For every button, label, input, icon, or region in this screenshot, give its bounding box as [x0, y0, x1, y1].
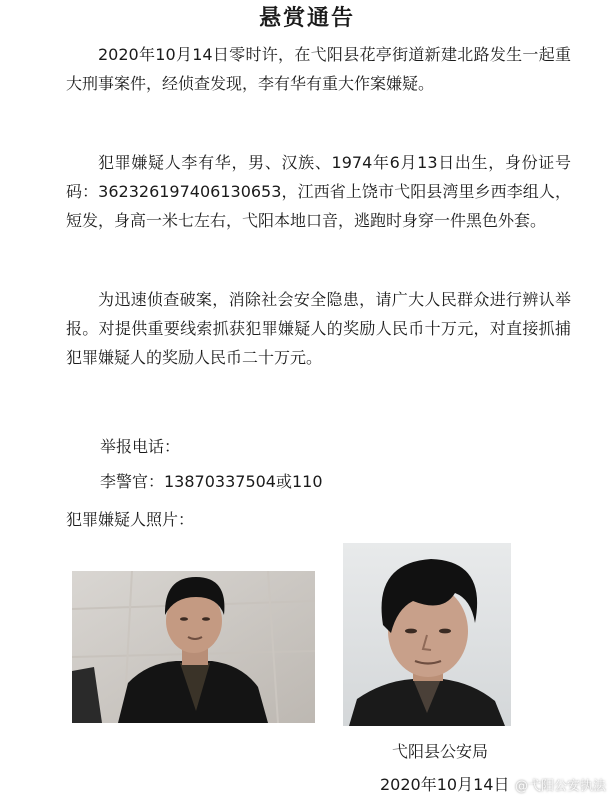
hotline-label: 举报电话： [100, 437, 181, 456]
watermark-text: @弋阳公安执法 [514, 779, 606, 794]
suspect-photo-portrait [343, 543, 511, 726]
hotline-value: 李警官：13870337504或110 [100, 472, 323, 491]
issuer-name: 弋阳县公安局 [392, 742, 489, 761]
issue-date: 2020年10月14日 [380, 775, 510, 794]
notice-title: 悬赏通告 [258, 6, 355, 31]
suspect-photo-surveillance [72, 571, 315, 723]
case-paragraph: 2020年10月14日零时许，在弋阳县花亭街道新建北路发生一起重大刑事案件，经侦查发现，李有华有重大作案嫌疑。 [66, 45, 571, 93]
photos-label: 犯罪嫌疑人照片： [66, 510, 195, 529]
reward-paragraph: 为迅速侦查破案，消除社会安全隐患，请广大人民群众进行辨认举报。对提供重要线索抓获犯罪嫌疑人的奖励人民币十万元，对直接抓捕犯罪嫌疑人的奖励人民币二十万元。 [66, 290, 571, 367]
portrait-photo-image [343, 543, 511, 726]
suspect-description-paragraph: 犯罪嫌疑人李有华，男、汉族、1974年6月13日出生，身份证号码：362326197406130653，江西省上饶市弋阳县湾里乡西李组人，短发，身高一米七左右，弋阳本地口音，逃跑时身穿一件黑色外套。 [66, 153, 571, 230]
surveillance-photo-image [72, 571, 315, 723]
